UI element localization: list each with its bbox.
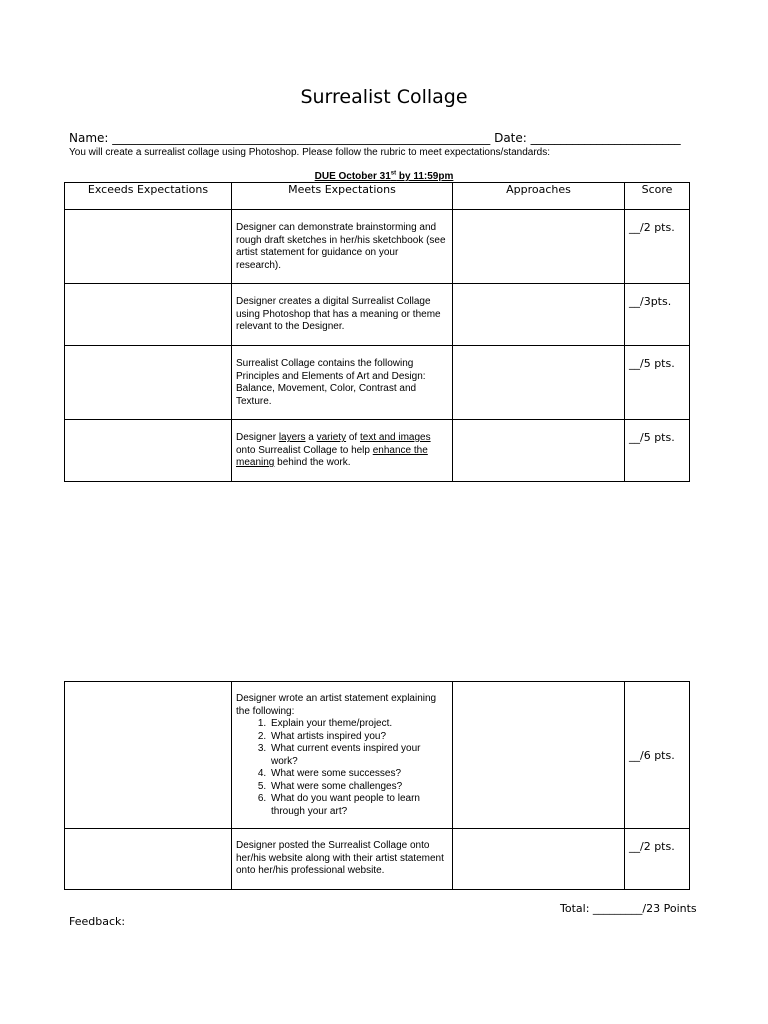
- col-header-exceeds: Exceeds Expectations: [65, 183, 232, 210]
- criterion-text: [232, 682, 452, 818]
- total-points: Total: _________/23 Points: [560, 902, 697, 915]
- score-text: __/3pts.: [629, 295, 672, 308]
- cell-score: [625, 420, 690, 482]
- cell-approaches: [453, 284, 625, 346]
- cell-meets: [232, 420, 453, 482]
- cell-exceeds: [65, 210, 232, 284]
- cell-meets: [232, 284, 453, 346]
- table-row: [65, 829, 690, 890]
- cell-exceeds: [65, 284, 232, 346]
- cell-exceeds: [65, 682, 232, 829]
- criterion-text: [232, 420, 452, 470]
- cell-approaches: [453, 829, 625, 890]
- header-row: [65, 183, 690, 210]
- col-header-score: Score: [625, 183, 690, 210]
- underlined-text: enhance the meaning: [236, 444, 428, 468]
- criterion-text: Designer posted the Surrealist Collage onto her/his website along with their artist statement onto her/his professional website.: [236, 840, 444, 876]
- list-item: 2. What artists inspired you?: [269, 731, 446, 744]
- score-text: __/2 pts.: [629, 221, 675, 234]
- cell-score: [625, 682, 690, 829]
- table-row: [65, 284, 690, 346]
- rubric-table-2: [64, 681, 690, 890]
- text-part: Designer: [236, 432, 279, 443]
- due-suffix: by 11:59pm: [396, 171, 454, 183]
- criterion-text: Surrealist Collage contains the following Principles and Elements of Art and Design: Balance, Movement, Color, Contrast and Texture.: [236, 358, 426, 407]
- table-row: [65, 346, 690, 420]
- cell-approaches: [453, 682, 625, 829]
- criterion-intro: Designer wrote an artist statement explaining the following:: [236, 693, 437, 717]
- table-row: [65, 682, 690, 829]
- rubric-table-1: [64, 182, 690, 482]
- criterion-text: Designer creates a digital Surrealist Collage using Photoshop that has a meaning or theme relevant to the Designer.: [236, 296, 441, 332]
- due-sup: st: [390, 171, 397, 177]
- criterion-text: Designer can demonstrate brainstorming and rough draft sketches in her/his sketchbook (see artist statement for guidance on your research).: [236, 222, 446, 271]
- cell-exceeds: [65, 420, 232, 482]
- text-part: a: [305, 432, 317, 443]
- cell-meets: [232, 346, 453, 420]
- score-text: __/5 pts.: [629, 357, 675, 370]
- list-item: 3. What current events inspired your work?: [269, 743, 446, 768]
- cell-approaches: [453, 210, 625, 284]
- list-item: 6. What do you want people to learn through your art?: [269, 793, 446, 818]
- list-item: 5. What were some challenges?: [269, 781, 446, 794]
- list-item: 1. Explain your theme/project.: [269, 718, 446, 731]
- name-date-line: Name: _______________________________________________________________ Date: _________________________: [69, 131, 681, 145]
- table-row: [65, 210, 690, 284]
- underlined-text: layers: [278, 432, 306, 443]
- cell-score: [625, 346, 690, 420]
- underlined-text: variety: [316, 432, 347, 443]
- score-text: __/2 pts.: [629, 840, 675, 853]
- cell-score: [625, 284, 690, 346]
- cell-meets: [232, 210, 453, 284]
- text-part: behind the work.: [274, 457, 351, 468]
- cell-exceeds: [65, 346, 232, 420]
- cell-approaches: [453, 420, 625, 482]
- underlined-text: text and images: [359, 432, 431, 443]
- list-item: 4. What were some successes?: [269, 768, 446, 781]
- col-header-meets: Meets Expectations: [232, 183, 453, 210]
- due-prefix: DUE October 31: [314, 171, 391, 183]
- intro-text: You will create a surrealist collage using Photoshop. Please follow the rubric to meet expectations/standards:: [69, 147, 551, 158]
- cell-approaches: [453, 346, 625, 420]
- text-part: of: [346, 432, 360, 443]
- score-text: __/5 pts.: [629, 431, 675, 444]
- col-header-approaches: Approaches: [453, 183, 625, 210]
- cell-exceeds: [65, 829, 232, 890]
- criterion-list: [236, 718, 446, 818]
- due-date: [0, 171, 768, 182]
- text-part: onto Surrealist Collage to help: [236, 444, 373, 456]
- page-title: Surrealist Collage: [300, 86, 468, 108]
- feedback-label: Feedback:: [69, 915, 126, 928]
- cell-meets: [232, 682, 453, 829]
- table-row: [65, 420, 690, 482]
- score-text: __/6 pts.: [629, 748, 675, 762]
- cell-score: [625, 829, 690, 890]
- cell-score: [625, 210, 690, 284]
- cell-meets: [232, 829, 453, 890]
